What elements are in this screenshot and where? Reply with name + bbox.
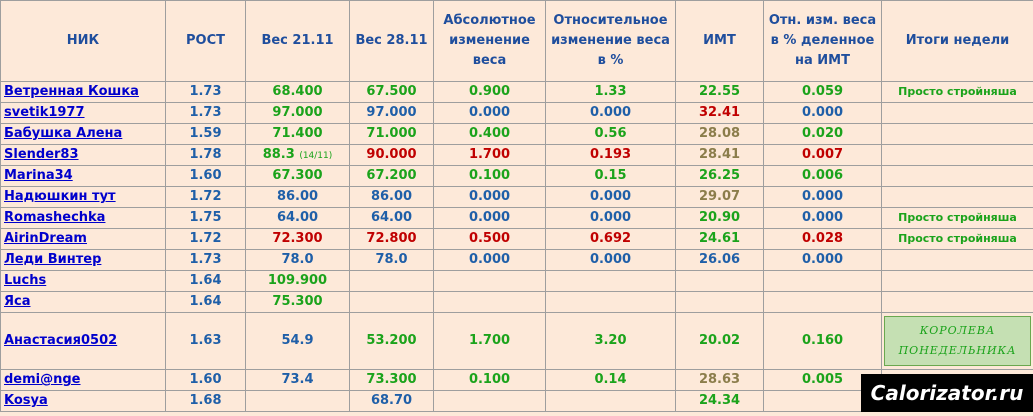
cell-weight-2: 78.0 bbox=[350, 250, 434, 271]
cell-relbmi: 0.005 bbox=[764, 370, 882, 391]
cell-weight-1: 75.300 bbox=[246, 292, 350, 313]
cell-result bbox=[882, 292, 1033, 313]
user-link[interactable]: Анастасия0502 bbox=[4, 333, 118, 348]
user-link[interactable]: Marina34 bbox=[4, 168, 73, 183]
cell-relbmi: 0.000 bbox=[764, 103, 882, 124]
cell-weight-2 bbox=[350, 271, 434, 292]
user-link[interactable]: demi@nge bbox=[4, 372, 81, 387]
header-bmi: ИМТ bbox=[676, 1, 764, 82]
cell-weight-1: 72.300 bbox=[246, 229, 350, 250]
cell-relbmi: 0.000 bbox=[764, 250, 882, 271]
cell-bmi: 28.08 bbox=[676, 124, 764, 145]
header-week-result: Итоги недели bbox=[882, 1, 1033, 82]
cell-rel: 0.193 bbox=[546, 145, 676, 166]
cell-rel: 1.33 bbox=[546, 82, 676, 103]
cell-weight-2: 67.200 bbox=[350, 166, 434, 187]
cell-height: 1.68 bbox=[166, 391, 246, 412]
cell-weight-1 bbox=[246, 391, 350, 412]
cell-height: 1.72 bbox=[166, 229, 246, 250]
cell-height: 1.78 bbox=[166, 145, 246, 166]
cell-relbmi bbox=[764, 271, 882, 292]
header-nick: НИК bbox=[1, 1, 166, 82]
cell-bmi: 26.25 bbox=[676, 166, 764, 187]
cell-weight-2: 71.000 bbox=[350, 124, 434, 145]
cell-result: Просто стройняша bbox=[882, 208, 1033, 229]
cell-rel bbox=[546, 292, 676, 313]
cell-rel: 3.20 bbox=[546, 313, 676, 370]
cell-relbmi: 0.020 bbox=[764, 124, 882, 145]
cell-result bbox=[882, 145, 1033, 166]
cell-relbmi: 0.028 bbox=[764, 229, 882, 250]
cell-height: 1.73 bbox=[166, 103, 246, 124]
cell-relbmi: 0.059 bbox=[764, 82, 882, 103]
cell-result bbox=[882, 313, 1033, 370]
cell-relbmi bbox=[764, 292, 882, 313]
cell-relbmi: 0.000 bbox=[764, 208, 882, 229]
cell-bmi: 28.63 bbox=[676, 370, 764, 391]
cell-weight-1 bbox=[246, 145, 350, 166]
table-row bbox=[1, 82, 1033, 103]
header-row bbox=[1, 1, 1033, 82]
cell-weight-2: 64.00 bbox=[350, 208, 434, 229]
cell-result bbox=[882, 124, 1033, 145]
cell-bmi: 24.34 bbox=[676, 391, 764, 412]
user-link[interactable]: Бабушка Алена bbox=[4, 126, 123, 141]
table-row bbox=[1, 103, 1033, 124]
cell-result bbox=[882, 250, 1033, 271]
cell-bmi: 22.55 bbox=[676, 82, 764, 103]
header-height: РОСТ bbox=[166, 1, 246, 82]
watermark: Calorizator.ru bbox=[861, 374, 1033, 412]
cell-weight-2: 86.00 bbox=[350, 187, 434, 208]
cell-abs: 0.500 bbox=[434, 229, 546, 250]
table-row bbox=[1, 250, 1033, 271]
cell-weight-1: 73.4 bbox=[246, 370, 350, 391]
cell-abs: 0.000 bbox=[434, 208, 546, 229]
cell-abs bbox=[434, 292, 546, 313]
table-row bbox=[1, 313, 1033, 370]
cell-abs bbox=[434, 271, 546, 292]
cell-abs: 1.700 bbox=[434, 145, 546, 166]
weight-value: 88.3 bbox=[262, 146, 295, 162]
cell-weight-2: 73.300 bbox=[350, 370, 434, 391]
user-link[interactable]: Яса bbox=[4, 294, 31, 309]
cell-height: 1.73 bbox=[166, 250, 246, 271]
cell-height: 1.64 bbox=[166, 271, 246, 292]
user-link[interactable]: Ветренная Кошка bbox=[4, 84, 139, 99]
cell-rel: 0.000 bbox=[546, 208, 676, 229]
cell-result bbox=[882, 187, 1033, 208]
cell-bmi: 24.61 bbox=[676, 229, 764, 250]
cell-height: 1.59 bbox=[166, 124, 246, 145]
cell-abs: 0.100 bbox=[434, 370, 546, 391]
cell-weight-1: 64.00 bbox=[246, 208, 350, 229]
table-row bbox=[1, 292, 1033, 313]
cell-relbmi: 0.160 bbox=[764, 313, 882, 370]
header-weight-2811: Вес 28.11 bbox=[350, 1, 434, 82]
cell-bmi: 29.07 bbox=[676, 187, 764, 208]
cell-result: Просто стройняша bbox=[882, 82, 1033, 103]
cell-relbmi: 0.007 bbox=[764, 145, 882, 166]
queen-badge: КОРОЛЕВА ПОНЕДЕЛЬНИКА bbox=[884, 316, 1031, 366]
cell-result: Просто стройняша bbox=[882, 229, 1033, 250]
cell-abs: 0.100 bbox=[434, 166, 546, 187]
cell-bmi: 28.41 bbox=[676, 145, 764, 166]
cell-abs: 0.900 bbox=[434, 82, 546, 103]
cell-weight-2: 72.800 bbox=[350, 229, 434, 250]
cell-rel: 0.14 bbox=[546, 370, 676, 391]
cell-relbmi: 0.006 bbox=[764, 166, 882, 187]
cell-weight-1: 109.900 bbox=[246, 271, 350, 292]
cell-rel: 0.56 bbox=[546, 124, 676, 145]
table-row bbox=[1, 229, 1033, 250]
cell-bmi bbox=[676, 271, 764, 292]
cell-rel bbox=[546, 271, 676, 292]
table-row bbox=[1, 187, 1033, 208]
cell-weight-2: 90.000 bbox=[350, 145, 434, 166]
cell-bmi: 20.90 bbox=[676, 208, 764, 229]
table-row bbox=[1, 124, 1033, 145]
cell-rel bbox=[546, 391, 676, 412]
table-row bbox=[1, 271, 1033, 292]
cell-result bbox=[882, 166, 1033, 187]
cell-rel: 0.000 bbox=[546, 187, 676, 208]
cell-height: 1.72 bbox=[166, 187, 246, 208]
cell-height: 1.60 bbox=[166, 166, 246, 187]
header-abs-change: Абсолютное изменение веса bbox=[434, 1, 546, 82]
weight-note: (14/11) bbox=[299, 150, 333, 161]
cell-abs: 0.000 bbox=[434, 250, 546, 271]
cell-weight-2: 68.70 bbox=[350, 391, 434, 412]
cell-relbmi: 0.000 bbox=[764, 187, 882, 208]
header-rel-change: Относительное изменение веса в % bbox=[546, 1, 676, 82]
cell-rel: 0.000 bbox=[546, 103, 676, 124]
user-link[interactable]: AirinDream bbox=[4, 231, 87, 246]
user-link[interactable]: Romashechka bbox=[4, 210, 106, 225]
cell-bmi: 20.02 bbox=[676, 313, 764, 370]
cell-abs: 1.700 bbox=[434, 313, 546, 370]
cell-bmi bbox=[676, 292, 764, 313]
cell-weight-1: 97.000 bbox=[246, 103, 350, 124]
cell-weight-2: 97.000 bbox=[350, 103, 434, 124]
cell-height: 1.63 bbox=[166, 313, 246, 370]
user-link[interactable]: Slender83 bbox=[4, 147, 79, 162]
user-link[interactable]: Kosya bbox=[4, 393, 48, 408]
cell-bmi: 26.06 bbox=[676, 250, 764, 271]
cell-weight-1: 71.400 bbox=[246, 124, 350, 145]
table-row bbox=[1, 166, 1033, 187]
user-link[interactable]: svetik1977 bbox=[4, 105, 85, 120]
user-link[interactable]: Леди Винтер bbox=[4, 252, 102, 267]
cell-height: 1.75 bbox=[166, 208, 246, 229]
header-weight-2111: Вес 21.11 bbox=[246, 1, 350, 82]
cell-weight-1: 68.400 bbox=[246, 82, 350, 103]
cell-weight-2: 53.200 bbox=[350, 313, 434, 370]
cell-weight-1: 67.300 bbox=[246, 166, 350, 187]
table-row bbox=[1, 145, 1033, 166]
header-rel-bmi: Отн. изм. веса в % деленное на ИМТ bbox=[764, 1, 882, 82]
cell-result bbox=[882, 103, 1033, 124]
cell-weight-1: 54.9 bbox=[246, 313, 350, 370]
cell-height: 1.64 bbox=[166, 292, 246, 313]
cell-weight-2: 67.500 bbox=[350, 82, 434, 103]
cell-weight-1: 86.00 bbox=[246, 187, 350, 208]
user-link[interactable]: Luchs bbox=[4, 273, 47, 288]
cell-weight-1: 78.0 bbox=[246, 250, 350, 271]
cell-abs bbox=[434, 391, 546, 412]
cell-rel: 0.692 bbox=[546, 229, 676, 250]
cell-abs: 0.400 bbox=[434, 124, 546, 145]
user-link[interactable]: Надюшкин тут bbox=[4, 189, 116, 204]
cell-height: 1.73 bbox=[166, 82, 246, 103]
cell-rel: 0.15 bbox=[546, 166, 676, 187]
cell-weight-2 bbox=[350, 292, 434, 313]
cell-rel: 0.000 bbox=[546, 250, 676, 271]
cell-abs: 0.000 bbox=[434, 103, 546, 124]
cell-result bbox=[882, 271, 1033, 292]
cell-height: 1.60 bbox=[166, 370, 246, 391]
cell-abs: 0.000 bbox=[434, 187, 546, 208]
table-row bbox=[1, 208, 1033, 229]
cell-bmi: 32.41 bbox=[676, 103, 764, 124]
